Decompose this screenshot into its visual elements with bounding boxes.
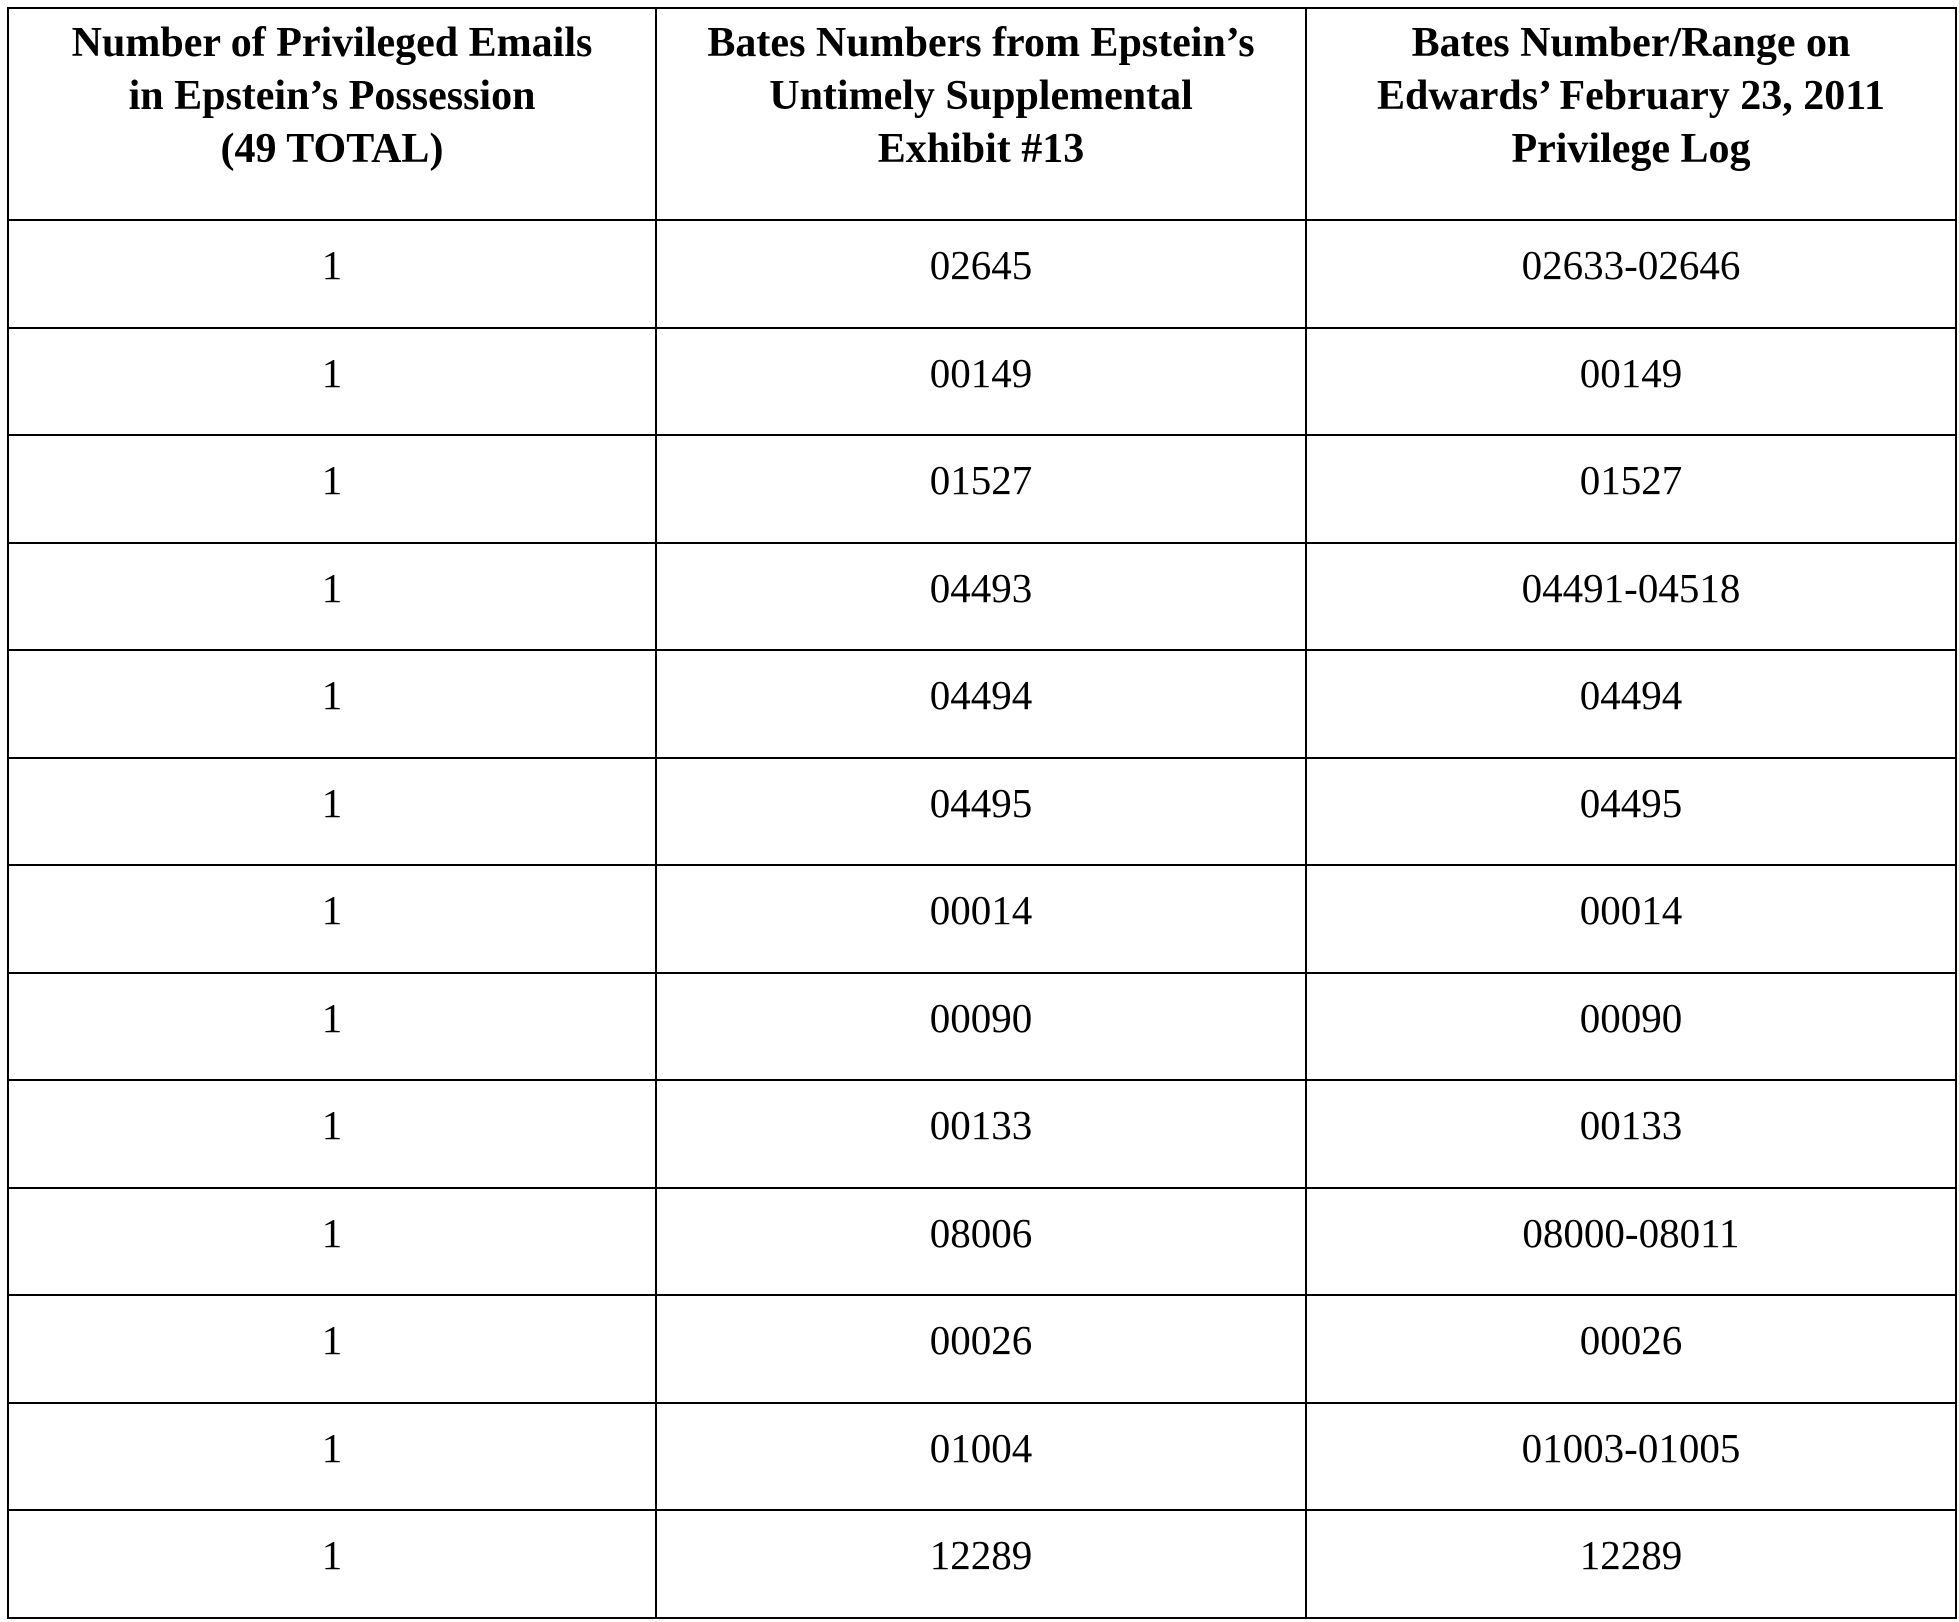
table-row [8, 1510, 1956, 1618]
table-row [8, 1403, 1956, 1511]
edwards-bates-cell: 04491-04518 [1306, 543, 1956, 651]
header-line: (49 TOTAL) [220, 126, 444, 172]
header-line: Number of Privileged Emails [71, 20, 593, 66]
edwards-bates-cell: 12289 [1306, 1510, 1956, 1618]
edwards-bates-cell: 00133 [1306, 1080, 1956, 1188]
table-row [8, 220, 1956, 328]
table-row [8, 1188, 1956, 1296]
email-count-cell: 1 [8, 650, 656, 758]
email-count-cell: 1 [8, 973, 656, 1081]
epstein-bates-cell: 00026 [656, 1295, 1306, 1403]
table-row [8, 650, 1956, 758]
epstein-bates-cell: 04494 [656, 650, 1306, 758]
edwards-bates-cell: 04495 [1306, 758, 1956, 866]
table-row [8, 758, 1956, 866]
edwards-bates-cell: 00149 [1306, 328, 1956, 436]
table-row [8, 435, 1956, 543]
header-edwards-bates [1306, 8, 1956, 220]
epstein-bates-cell: 01004 [656, 1403, 1306, 1511]
header-line: Edwards’ February 23, 2011 [1377, 73, 1885, 119]
edwards-bates-cell: 00090 [1306, 973, 1956, 1081]
table-row [8, 1080, 1956, 1188]
email-count-cell: 1 [8, 1403, 656, 1511]
edwards-bates-cell: 08000-08011 [1306, 1188, 1956, 1296]
header-email-count [8, 8, 656, 220]
epstein-bates-cell: 04495 [656, 758, 1306, 866]
header-epstein-bates [656, 8, 1306, 220]
epstein-bates-cell: 08006 [656, 1188, 1306, 1296]
email-count-cell: 1 [8, 1510, 656, 1618]
header-line: Untimely Supplemental [769, 73, 1193, 119]
table-row [8, 543, 1956, 651]
edwards-bates-cell: 00014 [1306, 865, 1956, 973]
email-count-cell: 1 [8, 1295, 656, 1403]
table-body [8, 220, 1956, 1618]
epstein-bates-cell: 04493 [656, 543, 1306, 651]
table-row [8, 328, 1956, 436]
email-count-cell: 1 [8, 220, 656, 328]
privileged-emails-table [7, 7, 1957, 1619]
edwards-bates-cell: 02633-02646 [1306, 220, 1956, 328]
epstein-bates-cell: 12289 [656, 1510, 1306, 1618]
header-line: Bates Number/Range on [1411, 20, 1851, 66]
email-count-cell: 1 [8, 543, 656, 651]
edwards-bates-cell: 01527 [1306, 435, 1956, 543]
header-line: Privilege Log [1511, 126, 1751, 172]
header-line: in Epstein’s Possession [128, 73, 536, 119]
epstein-bates-cell: 02645 [656, 220, 1306, 328]
epstein-bates-cell: 00133 [656, 1080, 1306, 1188]
header-line: Bates Numbers from Epstein’s [707, 20, 1255, 66]
email-count-cell: 1 [8, 435, 656, 543]
email-count-cell: 1 [8, 865, 656, 973]
epstein-bates-cell: 00149 [656, 328, 1306, 436]
email-count-cell: 1 [8, 1188, 656, 1296]
edwards-bates-cell: 04494 [1306, 650, 1956, 758]
table-row [8, 1295, 1956, 1403]
email-count-cell: 1 [8, 328, 656, 436]
table-row [8, 973, 1956, 1081]
table-row [8, 865, 1956, 973]
header-row [8, 8, 1956, 220]
header-line: Exhibit #13 [877, 126, 1085, 172]
edwards-bates-cell: 01003-01005 [1306, 1403, 1956, 1511]
edwards-bates-cell: 00026 [1306, 1295, 1956, 1403]
epstein-bates-cell: 00090 [656, 973, 1306, 1081]
epstein-bates-cell: 00014 [656, 865, 1306, 973]
epstein-bates-cell: 01527 [656, 435, 1306, 543]
email-count-cell: 1 [8, 758, 656, 866]
email-count-cell: 1 [8, 1080, 656, 1188]
